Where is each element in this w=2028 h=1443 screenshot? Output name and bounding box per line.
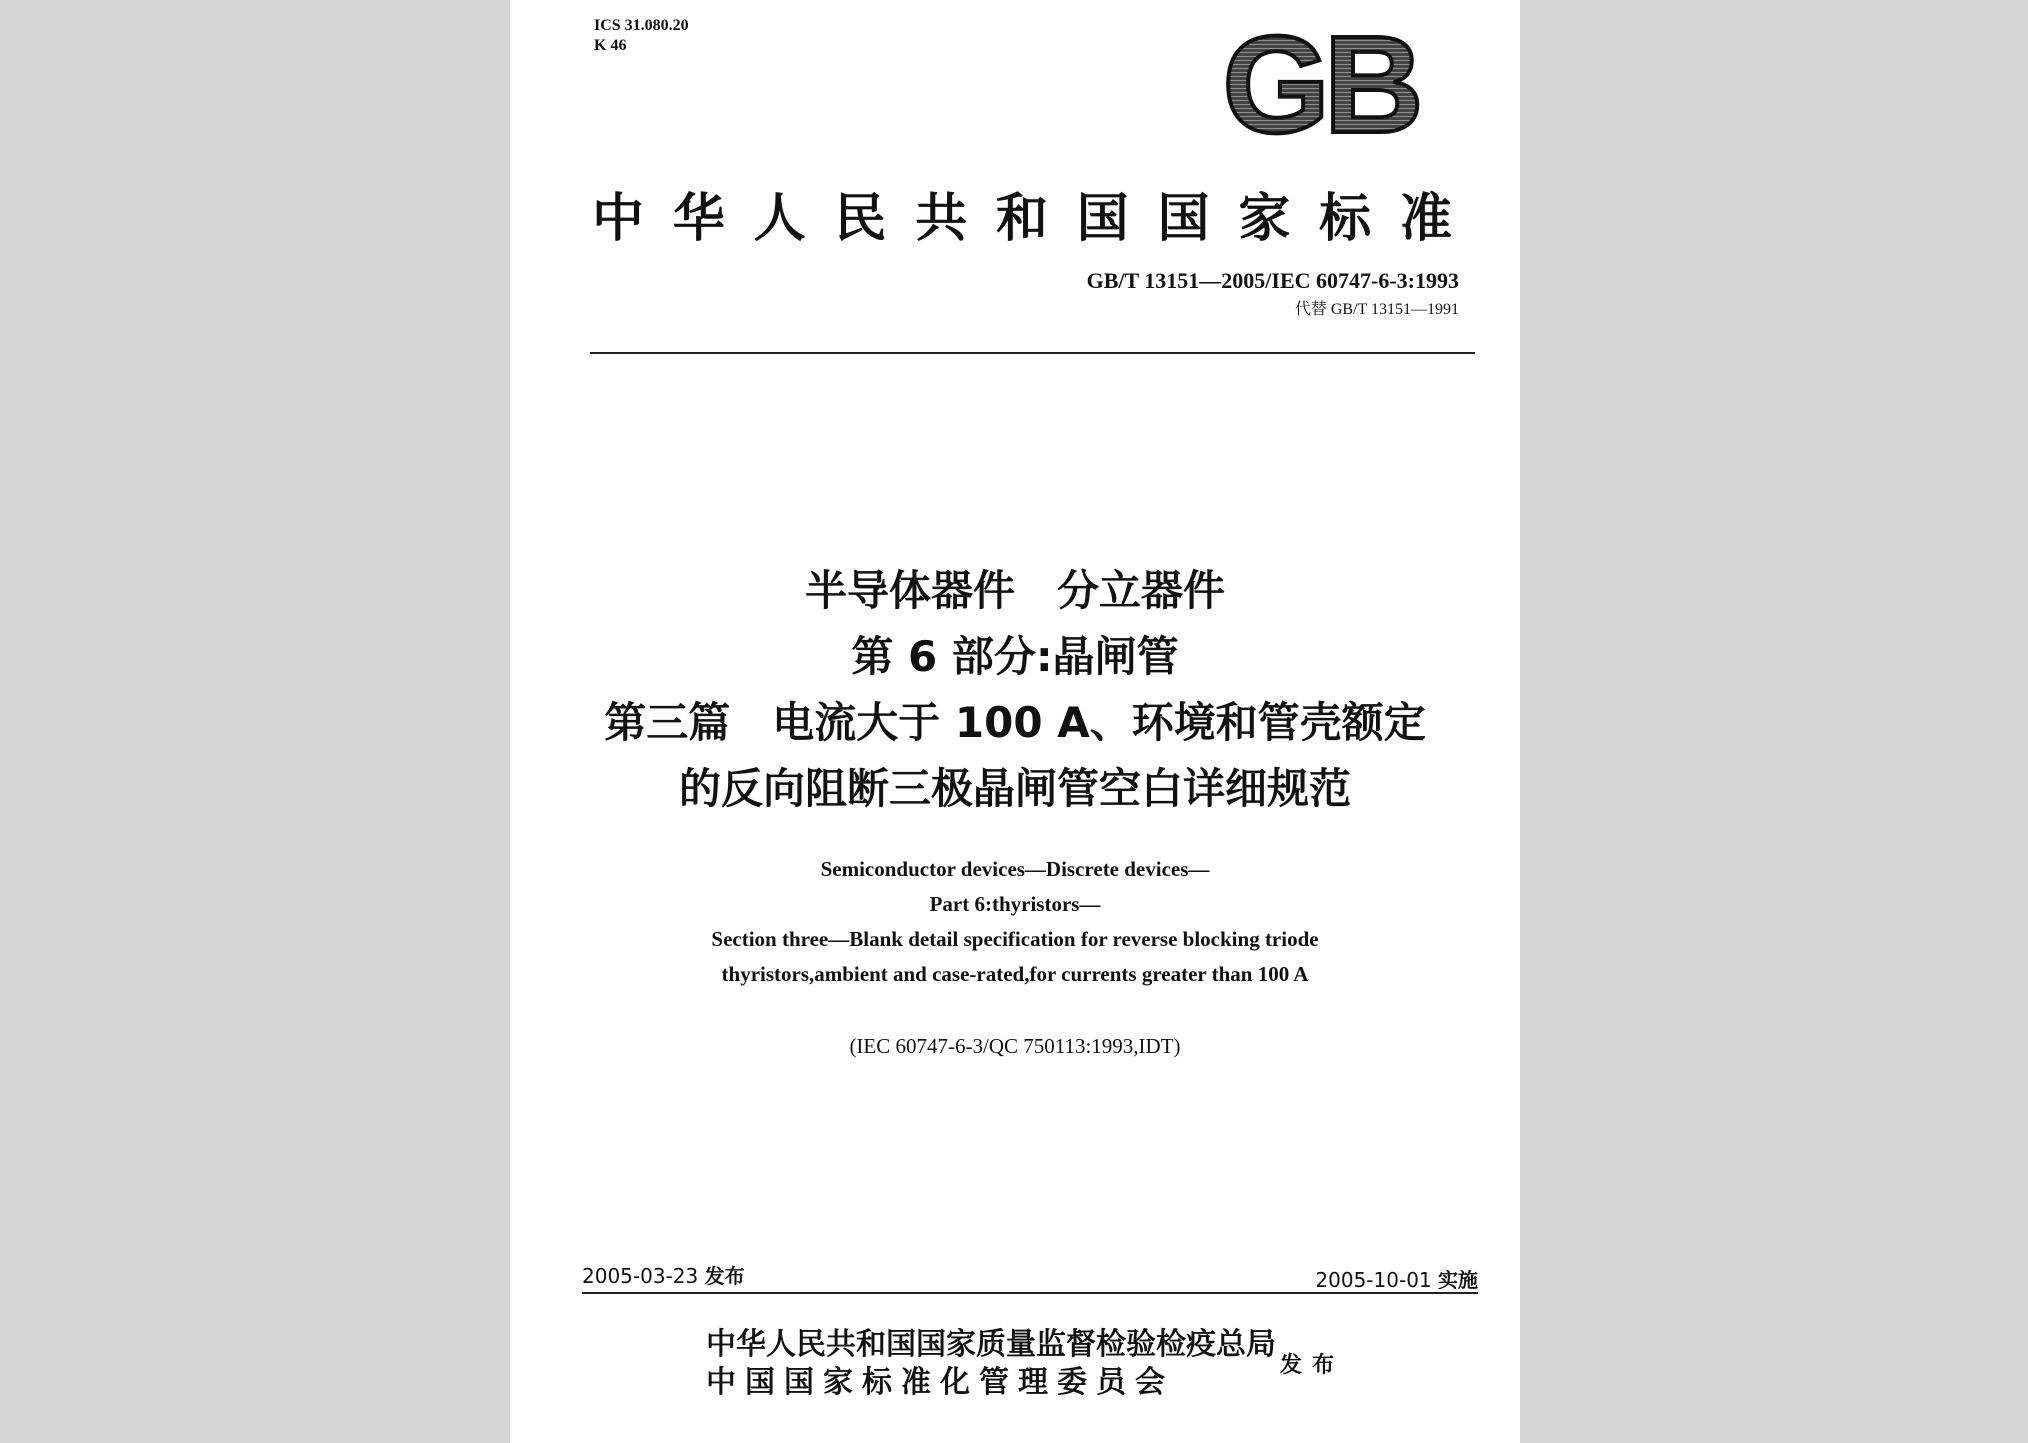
implementation-date: 2005-10-01 <box>1315 1268 1432 1292</box>
chinese-title-line-3: 第三篇 电流大于 100 A、环境和管壳额定 <box>604 698 1426 747</box>
issue-date-block <box>582 1260 745 1289</box>
replaces-standard: 代替 GB/T 13151—1991 <box>1294 301 1459 318</box>
english-title-line-3: Section three—Blank detail specification for reverse blocking triode <box>711 927 1319 951</box>
footer-divider <box>582 1292 1478 1294</box>
implementation-label: 实施 <box>1438 1268 1478 1292</box>
publish-label: 发布 <box>1280 1352 1345 1378</box>
english-title <box>550 852 1480 992</box>
english-title-line-2: Part 6:thyristors— <box>929 892 1101 916</box>
standard-number: GB/T 13151—2005/IEC 60747-6-3:1993 <box>1086 268 1459 293</box>
chinese-title-line-4: 的反向阻断三极晶闸管空白详细规范 <box>678 764 1351 813</box>
svg-text:GB: GB <box>1222 28 1418 148</box>
english-title-line-1: Semiconductor devices—Discrete devices— <box>820 857 1210 881</box>
issue-date: 2005-03-23 <box>582 1264 699 1288</box>
chinese-title-line-2: 第 6 部分:晶闸管 <box>851 632 1179 681</box>
standard-cover-page <box>510 0 1520 1443</box>
standard-number-block <box>1087 268 1459 319</box>
gb-logo <box>1200 28 1440 148</box>
issuer-line-1: 中华人民共和国国家质量监督检验检疫总局 <box>706 1327 1276 1362</box>
issuer-line-2: 中国国家标准化管理委员会 <box>706 1365 1174 1400</box>
issue-label: 发布 <box>704 1264 745 1288</box>
national-standard-heading: 中华人民共和国国家标准 <box>592 188 1458 249</box>
chinese-title <box>550 558 1480 822</box>
adoption-note: (IEC 60747-6-3/QC 750113:1993,IDT) <box>849 1034 1181 1058</box>
header-divider <box>590 352 1475 354</box>
k-code: K 46 <box>594 37 627 54</box>
implementation-date-block <box>1315 1264 1478 1293</box>
classification-block <box>594 16 689 56</box>
english-title-line-4: thyristors,ambient and case-rated,for currents greater than 100 A <box>721 962 1309 986</box>
issuing-authorities <box>706 1326 1276 1402</box>
chinese-title-line-1: 半导体器件 分立器件 <box>804 566 1225 615</box>
ics-code: ICS 31.080.20 <box>594 17 689 34</box>
